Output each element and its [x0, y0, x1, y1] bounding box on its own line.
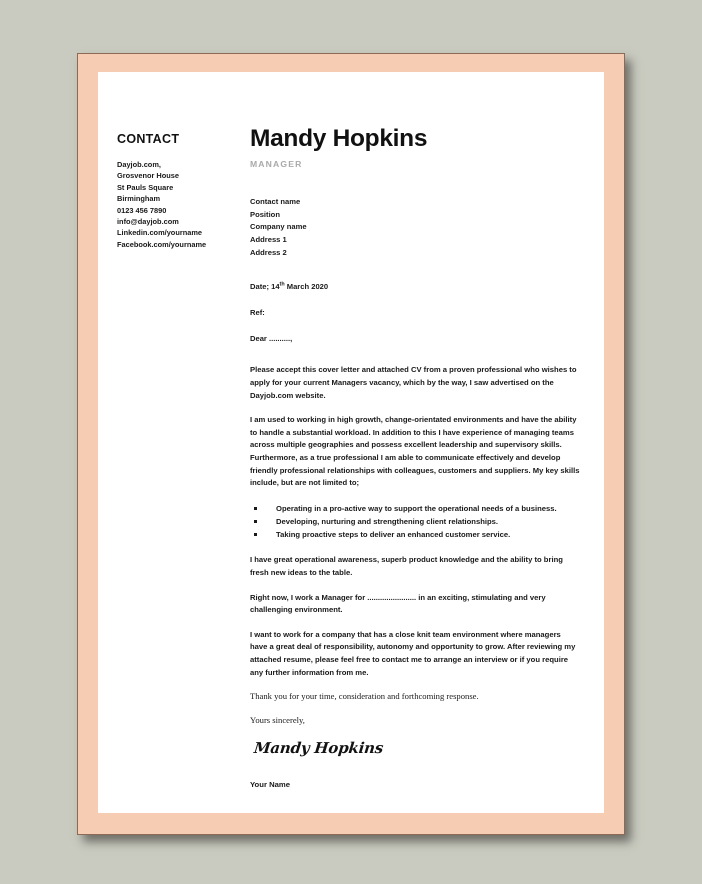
- recipient-address-block: [250, 196, 580, 260]
- signature-name-placeholder: Your Name: [250, 780, 291, 790]
- square-bullet-icon: [254, 533, 257, 536]
- contact-heading: CONTACT: [117, 132, 180, 146]
- body-paragraph-3: I have great operational awareness, superb product knowledge and the ability to bring fresh new ideas to the table.: [250, 555, 563, 577]
- closing-sign-off: Yours sincerely,: [250, 715, 305, 726]
- letter-reference: Ref:: [250, 308, 265, 318]
- square-bullet-icon: [254, 520, 257, 523]
- date-label: Date; 14: [250, 282, 280, 292]
- letter-meta-block: [250, 282, 580, 343]
- letter-body-column: [250, 126, 580, 789]
- letter-closing: [250, 691, 580, 789]
- list-item-label: Developing, nurturing and strengthening client relationships.: [276, 517, 499, 526]
- contact-details: [117, 159, 247, 250]
- applicant-name: Mandy Hopkins: [250, 125, 428, 152]
- list-item-label: Operating in a pro-active way to support the operational needs of a business.: [276, 503, 557, 513]
- contact-column: [117, 132, 247, 250]
- recipient-line: Address 2: [250, 247, 287, 257]
- list-item: [250, 515, 580, 528]
- body-paragraph-5: I want to work for a company that has a close knit team environment where managers have a great deal of responsibility, autonomy and opportunity to grow. After reviewing my attached resume, please feel free to contact me to arrange an interview or if you require any further information from me.: [250, 629, 576, 677]
- recipient-line: Address 1: [250, 235, 287, 245]
- list-item: [250, 502, 580, 515]
- letter-sheet: [98, 72, 604, 813]
- letter-salutation: Dear ..........,: [250, 334, 293, 344]
- contact-line: St Pauls Square: [117, 182, 174, 192]
- contact-line: Birmingham: [117, 194, 161, 204]
- recipient-line: Company name: [250, 222, 307, 232]
- recipient-line: Contact name: [250, 196, 301, 206]
- applicant-role: MANAGER: [250, 158, 303, 169]
- list-item: [250, 528, 580, 541]
- closing-thanks: Thank you for your time, consideration and forthcoming response.: [250, 691, 479, 702]
- letter-body: [250, 364, 580, 679]
- letter-page: [77, 53, 625, 835]
- recipient-line: Position: [250, 209, 280, 219]
- contact-line-email: info@dayjob.com: [117, 217, 179, 227]
- body-paragraph-2: I am used to working in high growth, change-orientated environments and have the ability to handle a substantial workload. In addition to this I have experience of managing teams across multiple geographies and possess excellent leadership and supervisory skills. Furthermore, as a true professional I am able to communicate effectively and develop friendly professional relationships with colleagues, customers and suppliers. My key skills include, but are not limited to;: [250, 415, 580, 488]
- contact-line: Dayjob.com,: [117, 160, 161, 169]
- body-paragraph-4: Right now, I work a Manager for ....................... in an exciting, stimulating and very challenging environment.: [250, 592, 546, 615]
- contact-line-facebook: Facebook.com/yourname: [117, 239, 207, 249]
- date-ordinal: th: [279, 281, 285, 288]
- letter-date: [250, 282, 580, 291]
- date-rest: March 2020: [284, 282, 329, 292]
- contact-line: Grosvenor House: [117, 171, 180, 181]
- body-paragraph-1: Please accept this cover letter and attached CV from a proven professional who wishes to apply for your current Managers vacancy, which by the way, I saw advertised on the Dayjob.com website.: [250, 365, 577, 400]
- square-bullet-icon: [254, 507, 257, 510]
- contact-line-linkedin: Linkedin.com/yourname: [117, 228, 203, 238]
- key-skills-list: [250, 502, 580, 542]
- list-item-label: Taking proactive steps to deliver an enhanced customer service.: [276, 530, 511, 540]
- contact-line: 0123 456 7890: [117, 205, 167, 215]
- signature: Mandy Hopkins: [253, 739, 385, 758]
